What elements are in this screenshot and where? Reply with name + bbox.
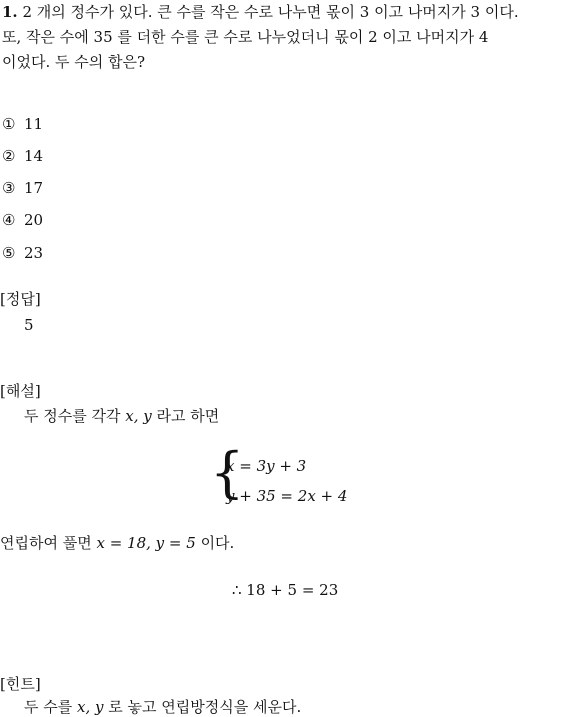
- equation-1: x = 3y + 3: [226, 457, 307, 475]
- hint-vars: x, y: [77, 698, 104, 716]
- solution-header: [해설]: [0, 382, 41, 400]
- option-value: 17: [24, 179, 44, 197]
- system-brace: {: [210, 441, 245, 504]
- option-3[interactable]: [2, 178, 43, 198]
- problem-text-1: 2 개의 정수가 있다. 큰 수를 작은 수로 나누면 몫이 3 이고 나머지가 3 이다.: [22, 3, 519, 21]
- option-marker: ③: [2, 179, 16, 197]
- equation-2: y + 35 = 2x + 4: [226, 487, 348, 505]
- problem-line-1: [2, 0, 519, 25]
- option-marker: ④: [2, 211, 16, 229]
- answer-header: [정답]: [0, 290, 41, 308]
- hint-text-end: 로 놓고 연립방정식을 세운다.: [103, 698, 302, 716]
- solution-intro: [24, 406, 219, 426]
- answer-value: 5: [24, 316, 34, 334]
- option-4[interactable]: [2, 210, 43, 230]
- option-value: 11: [24, 115, 44, 133]
- option-marker: ①: [2, 115, 16, 133]
- solution-solve-values: x = 18, y = 5: [96, 534, 196, 552]
- option-marker: ②: [2, 147, 16, 165]
- option-value: 14: [24, 147, 44, 165]
- option-value: 20: [24, 211, 44, 229]
- option-marker: ⑤: [2, 244, 16, 262]
- problem-line-2: 또, 작은 수에 35 를 더한 수를 큰 수로 나누었더니 몫이 2 이고 나머지가 4: [2, 28, 489, 46]
- option-1[interactable]: [2, 114, 43, 134]
- problem-line-3: 이었다. 두 수의 합은?: [2, 53, 146, 71]
- solution-intro-vars: x, y: [125, 407, 152, 425]
- solution-conclusion: ∴ 18 + 5 = 23: [232, 581, 339, 599]
- option-2[interactable]: [2, 146, 43, 166]
- option-value: 23: [24, 244, 44, 262]
- hint-header: [힌트]: [0, 675, 41, 693]
- hint-text-start: 두 수를: [24, 698, 78, 716]
- option-5[interactable]: [2, 243, 43, 263]
- solution-intro-text: 두 정수를 각각: [24, 407, 126, 425]
- solution-intro-text-end: 라고 하면: [151, 407, 220, 425]
- solution-solve-text: 연립하여 풀면: [0, 534, 97, 552]
- solution-solve-text-end: 이다.: [195, 534, 235, 552]
- solution-solve: [0, 533, 234, 553]
- problem-number: 1.: [2, 3, 18, 21]
- hint-text: [24, 697, 301, 717]
